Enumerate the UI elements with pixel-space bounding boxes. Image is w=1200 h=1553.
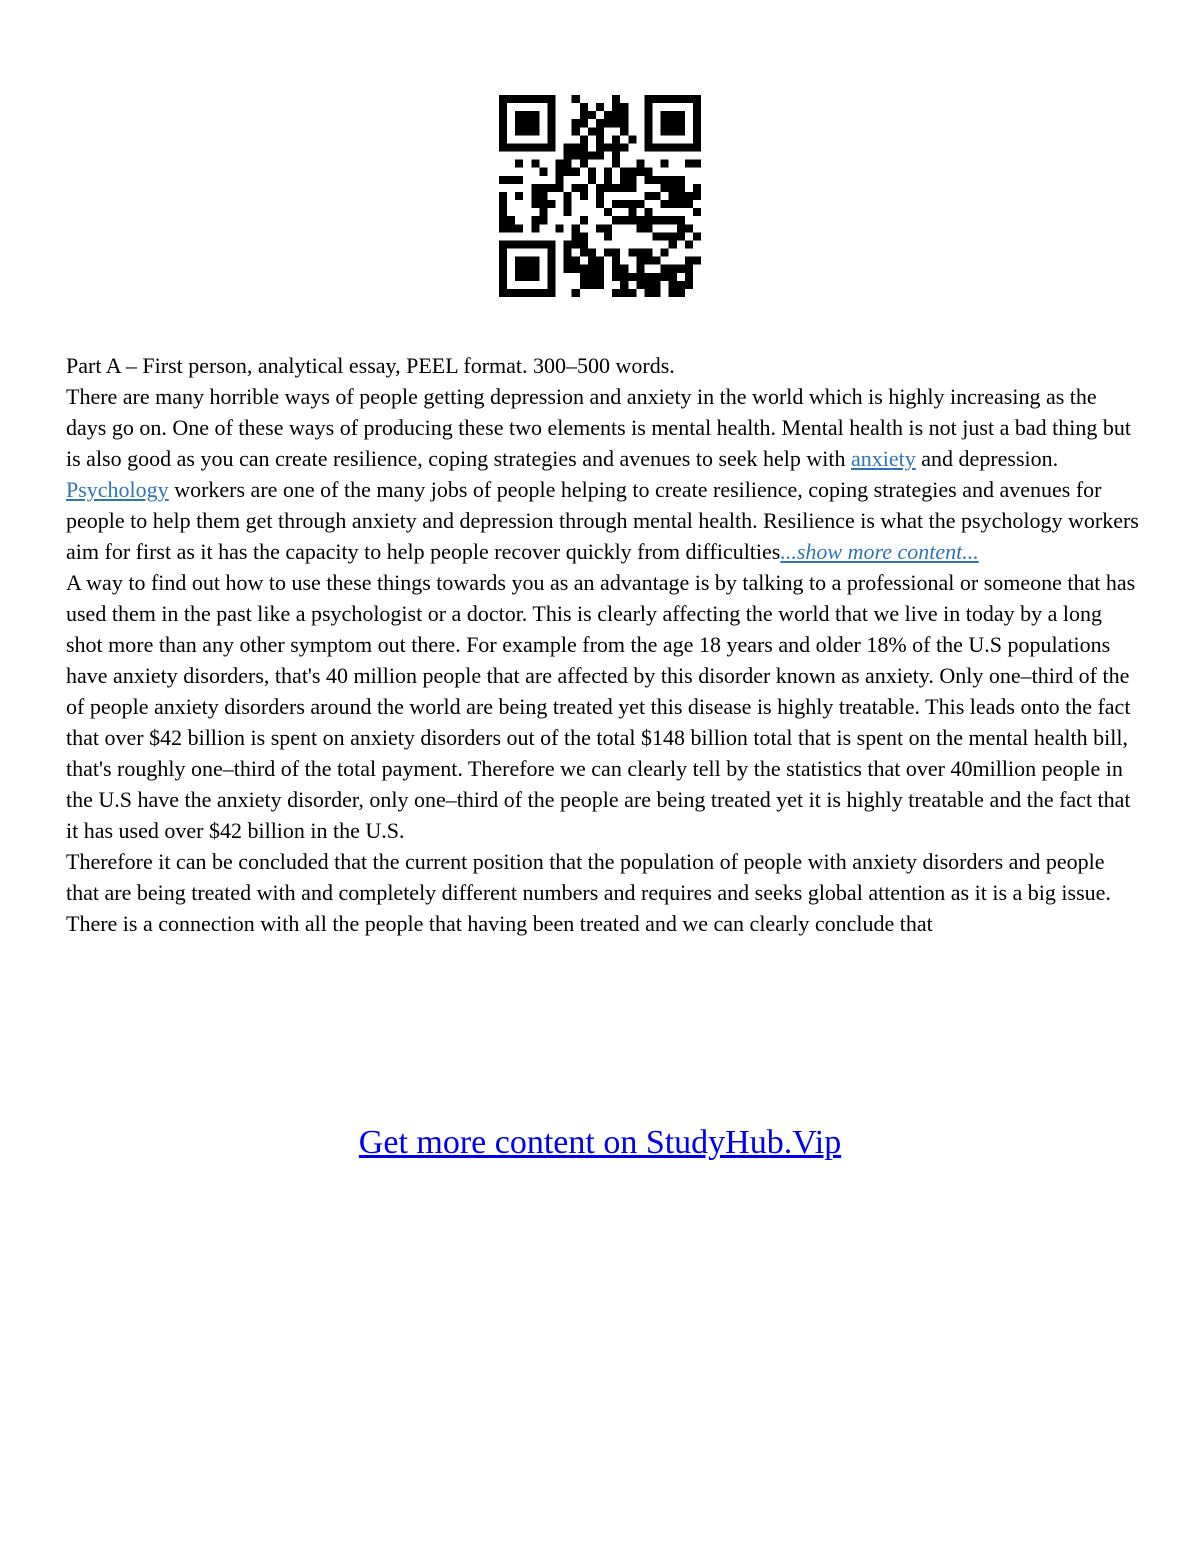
anxiety-link[interactable]: anxiety <box>851 446 916 471</box>
essay-paragraph-2: A way to find out how to use these things towards you as an advantage is by talking to a professional or someone that has used them in the past like a psychologist or a doctor. This is clearly affecting the world that we live in today by a long shot more than any other symptom out there. For example from the age 18 years and older 18% of the U.S populations have anxiety disorders, that's 40 million people that are affected by this disorder known as anxiety. Only one–third of the of people anxiety disorders around the world are being treated yet this disease is highly treatable. This leads onto the fact that over $42 billion is spent on anxiety disorders out of the total $148 billion total that is spent on the mental health bill, that's roughly one–third of the total payment. Therefore we can clearly tell by the statistics that over 40million people in the U.S have the anxiety disorder, only one–third of the people are being treated yet it is highly treatable and the fact that it has used over $42 billion in the U.S. <box>66 570 1136 843</box>
paragraph-1-text-b: and depression. <box>915 446 1059 471</box>
essay-heading: Part A – First person, analytical essay, PEEL format. 300–500 words. <box>66 353 675 378</box>
paragraph-1-text-c: workers are one of the many jobs of people helping to create resilience, coping strategies and avenues for people to help them get through anxiety and depression through mental health. Resilience is what the psychology workers aim for first as it has the capacity to help people recover quickly from difficulties <box>66 477 1139 564</box>
footer <box>0 1124 1200 1162</box>
qr-code <box>499 95 701 297</box>
essay-paragraph-1 <box>66 381 1141 567</box>
essay-body <box>66 350 1141 939</box>
psychology-link[interactable]: Psychology <box>66 477 169 502</box>
qr-code-icon <box>499 95 701 297</box>
get-more-content-link[interactable]: Get more content on StudyHub.Vip <box>358 1124 842 1161</box>
essay-paragraph-3: Therefore it can be concluded that the current position that the population of people with anxiety disorders and people that are being treated with and completely different numbers and requires and seeks global attention as it is a big issue. There is a connection with all the people that having been treated and we can clearly conclude that <box>66 849 1111 936</box>
show-more-content-link[interactable]: ...show more content... <box>780 539 979 564</box>
paragraph-1-text-a: There are many horrible ways of people getting depression and anxiety in the world which is highly increasing as the days go on. One of these ways of producing these two elements is mental health. Mental health is not just a bad thing but is also good as you can create resilience, coping strategies and avenues to seek help with <box>66 384 1131 471</box>
